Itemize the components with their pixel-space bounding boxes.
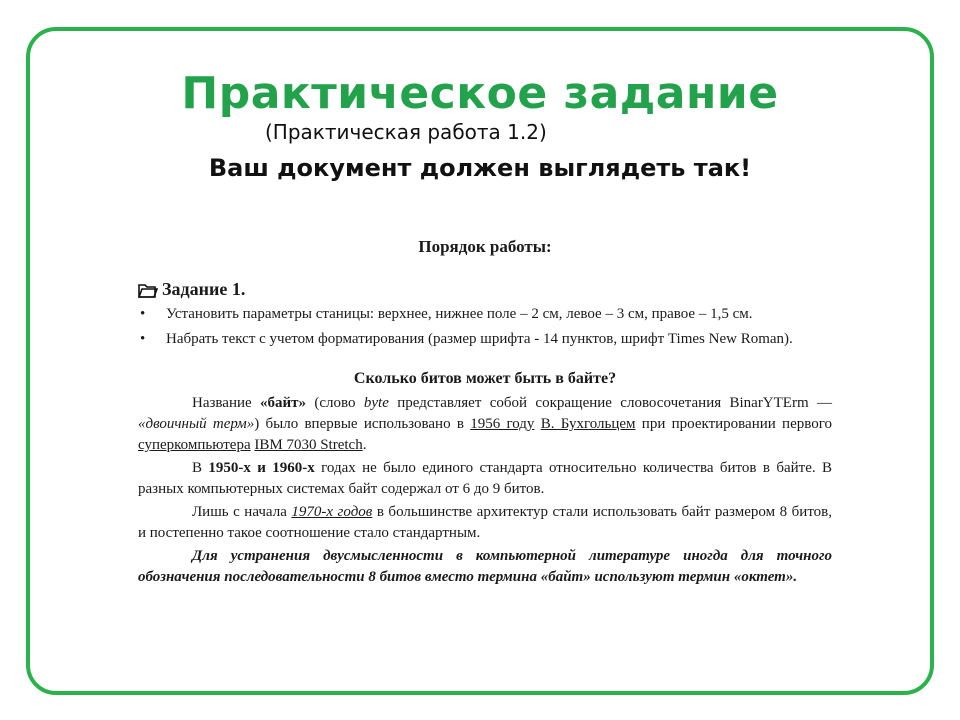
- link-text: 1970-х годов: [291, 504, 373, 520]
- task-title: [138, 279, 832, 300]
- paragraph-3: [138, 502, 832, 544]
- link-text: IBM 7030 Stretch: [254, 437, 363, 453]
- article-title: Сколько битов может быть в байте?: [353, 370, 617, 387]
- document-image: [138, 236, 832, 588]
- steps-list: [138, 304, 832, 350]
- text-run: .: [362, 437, 367, 453]
- paragraph-4: Для устранения двусмысленности в компьютерной литературе иногда для точного обозначения последовательности 8 битов вместо термина «байт» используют термин «октет».: [138, 548, 832, 585]
- folder-icon: [138, 283, 158, 297]
- doc-heading: Порядок работы:: [418, 237, 552, 256]
- text-run: Лишь с начала: [192, 504, 292, 520]
- text-run: «байт»: [260, 395, 307, 411]
- link-text: суперкомпьютера: [138, 437, 251, 453]
- text-run: Название: [192, 395, 261, 411]
- text-run: в большинстве архитектур стали использовать байт размером 8 битов, и постепенно такое соотношение стало стандартным.: [138, 504, 833, 541]
- text-run: (слово: [306, 395, 364, 411]
- paragraph-2: [138, 458, 832, 500]
- text-run: byte: [363, 395, 389, 411]
- text-run: годах не было единого стандарта относительно количества битов в байте. В разных компьютерных системах байт содержал от 6 до 9 битов.: [138, 460, 832, 497]
- text-run: В: [192, 460, 209, 476]
- slide-tagline: Ваш документ должен выглядеть так!: [208, 154, 752, 182]
- slide-subtitle: (Практическая работа 1.2): [265, 120, 547, 144]
- text-run: представляет собой сокращение словосочетания BinarYTErm —: [388, 395, 832, 411]
- text-run: при проектировании первого: [635, 416, 832, 432]
- text-run: 1950-х и 1960-х: [208, 460, 315, 476]
- text-run: «двоичный терм»: [138, 416, 255, 432]
- task-title-text: Задание 1.: [162, 279, 246, 299]
- paragraph-1: [138, 393, 832, 456]
- text-run: ) было впервые использовано в: [254, 416, 471, 432]
- slide-title: Практическое задание: [181, 68, 779, 119]
- link-text: 1956 году: [470, 416, 535, 432]
- list-item: • Установить параметры станицы: верхнее, нижнее поле – 2 см, левое – 3 см, правое – 1,5 см.: [138, 304, 832, 325]
- list-item: • Набрать текст с учетом форматирования (размер шрифта - 14 пунктов, шрифт Times New Roman).: [138, 329, 832, 350]
- link-text: В. Бухгольцем: [540, 416, 636, 432]
